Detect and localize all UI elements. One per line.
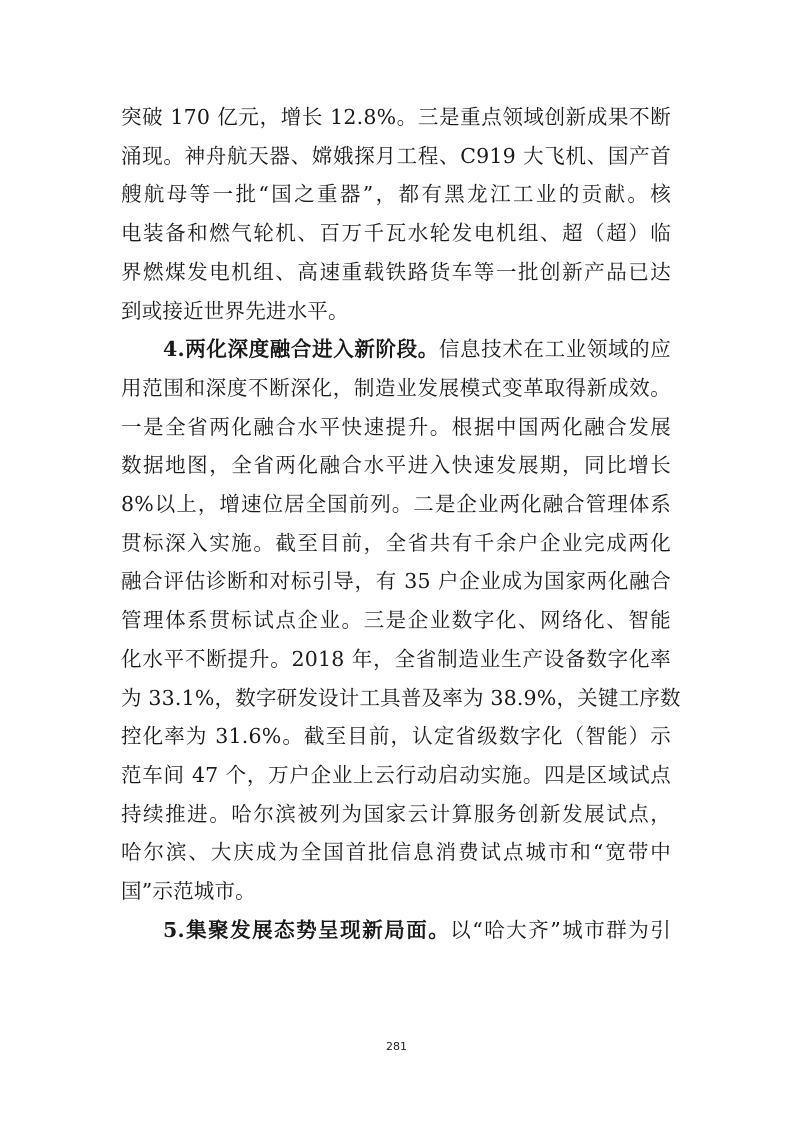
text-line: [121, 561, 671, 601]
text-run: 一是全省两化融合水平快速提升。根据中国两化融合发展: [121, 414, 671, 439]
text-run: 艘航母等一批“国之重器”，都有黑龙江工业的贡献。核: [121, 182, 671, 207]
text-line: [121, 871, 671, 911]
text-run: 范车间 47 个，万户企业上云行动启动实施。四是区域试点: [121, 762, 671, 787]
text-run: 持续推进。哈尔滨被列为国家云计算服务创新发展试点，: [121, 801, 671, 826]
text-line: [121, 639, 671, 679]
text-line: [121, 213, 671, 253]
text-run: 控化率为 31.6%。截至目前，认定省级数字化（智能）示: [121, 724, 671, 749]
text-run: 涌现。神舟航天器、嫦娥探月工程、C919 大飞机、国产首: [121, 143, 671, 168]
text-line: [121, 136, 671, 176]
text-run: 界燃煤发电机组、高速重载铁路货车等一批创新产品已达: [121, 259, 671, 284]
paragraph-first-line: [163, 329, 671, 369]
text-run: 以“哈大齐”城市群为引: [450, 917, 671, 942]
text-run: 8%以上，增速位居全国前列。二是企业两化融合管理体系: [121, 492, 671, 516]
text-line: [121, 794, 671, 834]
text-line: [121, 407, 671, 447]
text-run: 数据地图，全省两化融合水平进入快速发展期，同比增长: [121, 453, 671, 478]
paragraph-first-line: [163, 910, 671, 950]
text-line: [121, 252, 671, 292]
text-line: [121, 445, 671, 485]
text-run: 为 33.1%，数字研发设计工具普及率为 38.9%，关键工序数: [121, 685, 681, 710]
section-heading: 4.两化深度融合进入新阶段。: [163, 337, 439, 362]
text-line: [121, 832, 671, 872]
text-run: 电装备和燃气轮机、百万千瓦水轮发电机组、超（超）临: [121, 221, 671, 246]
text-line: [121, 678, 681, 718]
text-line: [121, 291, 671, 331]
text-line: [121, 97, 671, 137]
text-run: 贯标深入实施。截至目前，全省共有千余户企业完成两化: [121, 530, 671, 555]
text-run: 突破 170 亿元，增长 12.8%。三是重点领域创新成果不断: [121, 105, 671, 129]
text-run: 到或接近世界先进水平。: [121, 298, 349, 323]
text-line: [121, 523, 671, 563]
text-line: [121, 755, 671, 795]
page-number: 281: [386, 1040, 407, 1053]
text-line: [121, 600, 671, 640]
text-run: 国”示范城市。: [121, 879, 256, 903]
text-line: [121, 484, 671, 524]
text-run: 用范围和深度不断深化，制造业发展模式变革取得新成效。: [121, 375, 671, 400]
text-run: 哈尔滨、大庆成为全国首批信息消费试点城市和“宽带中: [121, 840, 671, 865]
text-run: 化水平不断提升。2018 年，全省制造业生产设备数字化率: [121, 646, 671, 671]
section-heading: 5.集聚发展态势呈现新局面。: [163, 917, 451, 942]
text-line: [121, 716, 671, 756]
text-line: [121, 368, 671, 408]
text-run: 信息技术在工业领域的应: [438, 337, 671, 362]
text-run: 融合评估诊断和对标引导，有 35 户企业成为国家两化融合: [121, 569, 671, 594]
text-line: [121, 174, 671, 214]
text-run: 管理体系贯标试点企业。三是企业数字化、网络化、智能: [121, 608, 671, 633]
